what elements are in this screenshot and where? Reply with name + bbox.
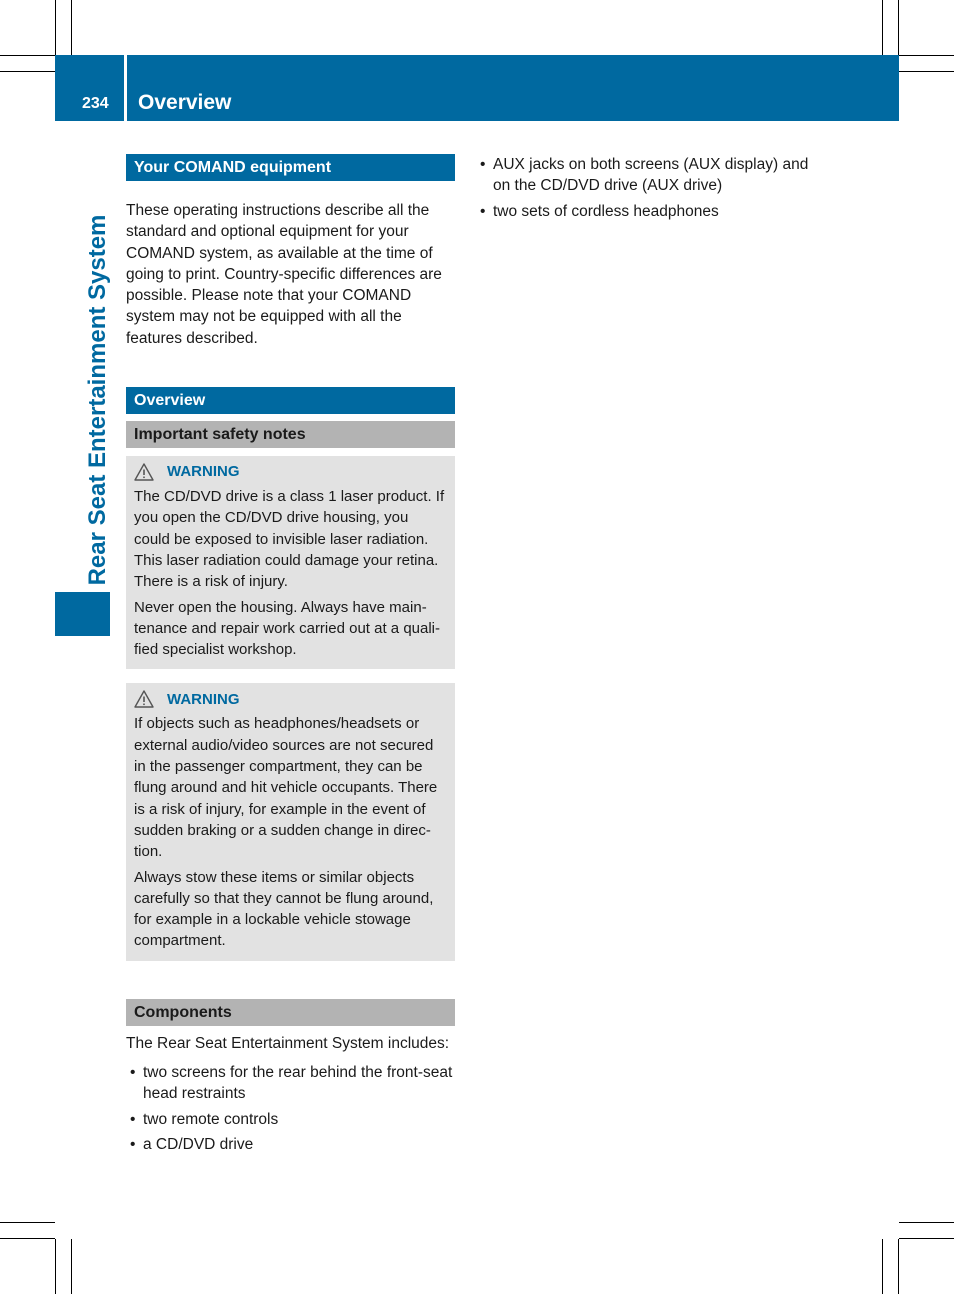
page-title: Overview [138,91,232,114]
components-intro: The Rear Seat Entertainment System includes: [126,1034,450,1052]
page-number: 234 [82,95,109,112]
warning-triangle-icon [134,690,154,708]
list-item: • a CD/DVD drive [126,1134,455,1155]
warning-text: The CD/DVD drive is a class 1 laser product. If you open the CD/DVD drive housing, you could be exposed to invisible laser radiation. This laser radiation could damage your retina. There is a risk of injury. [134,488,445,591]
section-heading-comand-equipment: Your COMAND equipment [126,154,455,181]
crop-mark [898,1239,899,1294]
crop-mark [0,1222,55,1223]
warning-header [134,688,447,710]
components-list [126,1062,455,1155]
crop-mark [882,1239,883,1294]
right-column [480,154,810,226]
warning-text: If objects such as headphones/headsets or external audio/video sources are not secured in the passenger compartment, they can be flung around and hit vehicle occupants. There is a risk of injury, for example in the event of sudden braking or a sudden change in direction. [134,715,438,861]
crop-mark [55,1239,56,1294]
comand-equipment-text: These operating instructions describe all the standard and optional equipment for your COMAND system, as available at the time of going to print. Country-specific differences are possible. Please note that your COMAND system may not be equipped with all the features described. [126,202,442,347]
chapter-side-tab [55,592,110,636]
crop-mark [0,1238,55,1239]
warning-text: Always stow these items or similar objects carefully so that they cannot be flung around, for example in a lockable vehicle stowage compartment. [134,868,434,950]
warning-box-objects [126,683,455,960]
chapter-side-title: Rear Seat Entertainment System [84,214,111,586]
subheading-safety-notes: Important safety notes [126,421,455,448]
header-divider [124,55,127,121]
crop-mark [0,71,55,72]
crop-mark [0,55,55,56]
section-heading-overview: Overview [126,387,455,414]
crop-mark [882,0,883,55]
crop-mark [71,0,72,55]
warning-text: Never open the housing. Always have maintenance and repair work carried out at a qualified specialist workshop. [134,598,441,659]
list-item: • two screens for the rear behind the front-seat head restraints [126,1062,455,1105]
crop-mark [899,1238,954,1239]
list-item: • two remote controls [126,1109,455,1130]
crop-mark [55,0,56,55]
list-item: • two sets of cordless headphones [480,201,810,222]
warning-box-laser [126,456,455,669]
crop-mark [898,0,899,55]
crop-mark [899,55,954,56]
warning-label: WARNING [167,463,240,481]
subheading-components: Components [126,999,455,1026]
left-column [126,154,455,1159]
crop-mark [899,71,954,72]
crop-mark [71,1239,72,1294]
warning-label: WARNING [167,690,240,708]
crop-mark [899,1222,954,1223]
components-list-continued [480,154,810,222]
warning-triangle-icon [134,463,154,481]
warning-header [134,461,447,483]
list-item: • AUX jacks on both screens (AUX display) and on the CD/DVD drive (AUX drive) [480,154,810,197]
